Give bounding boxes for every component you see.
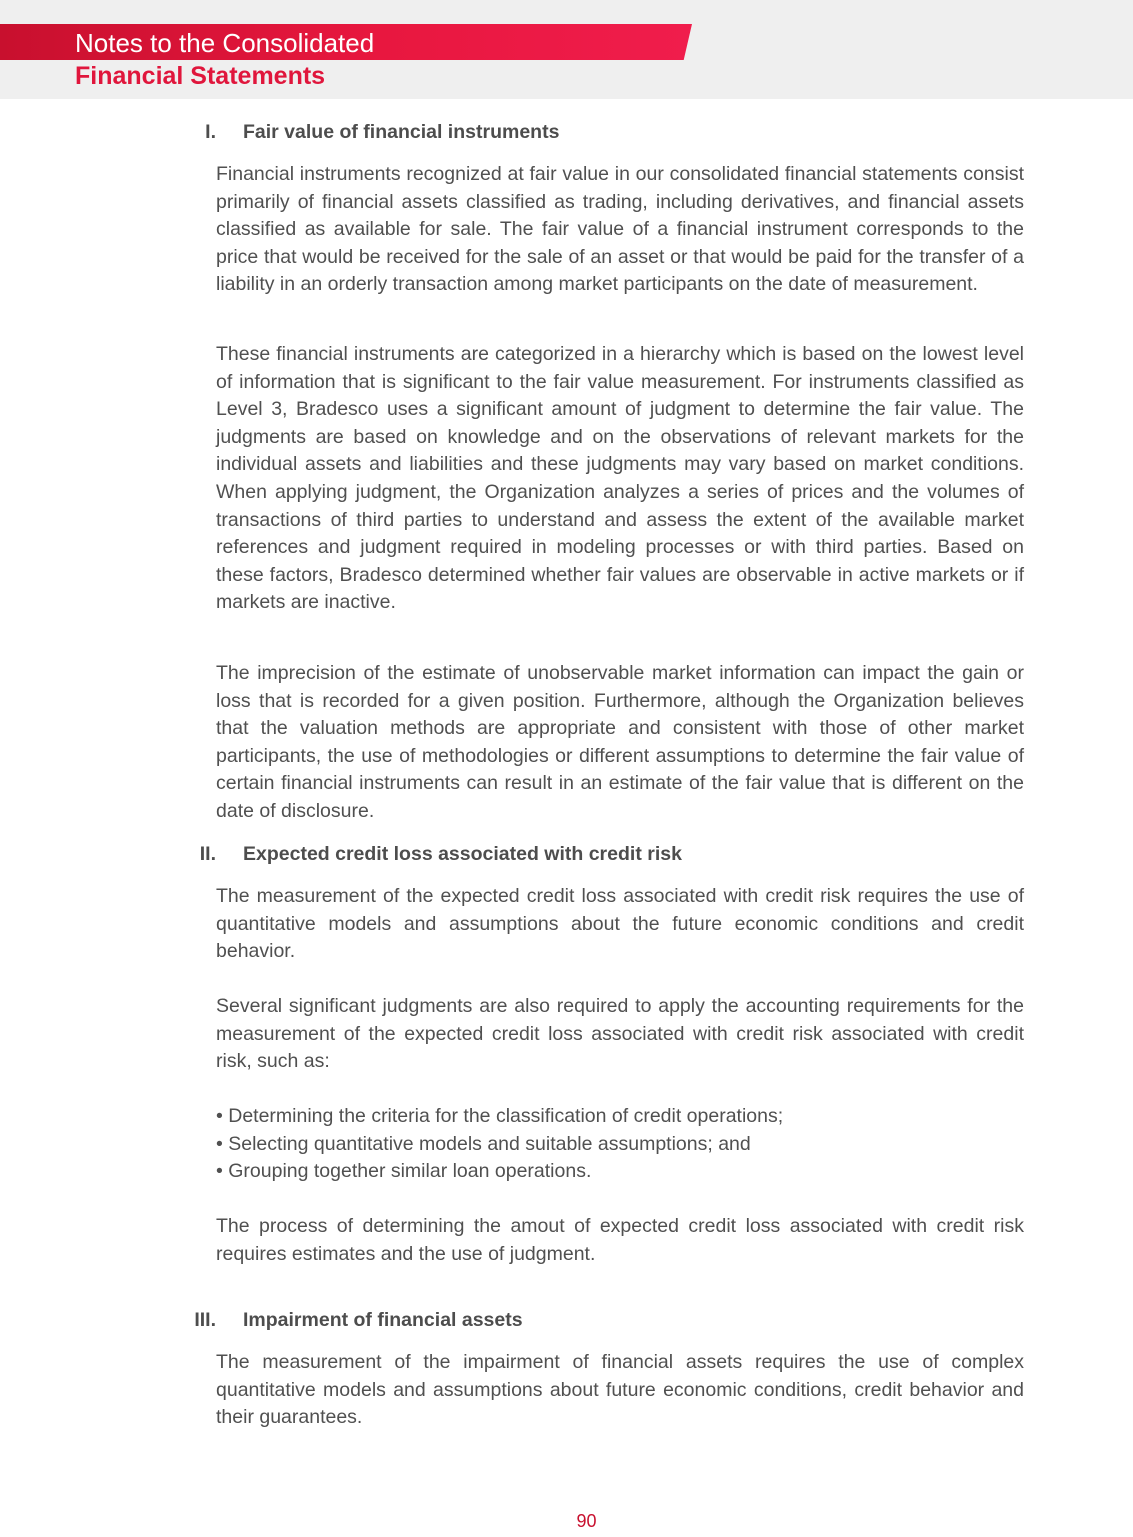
section-title: Fair value of financial instruments: [243, 121, 560, 143]
paragraph-fair-value-definition: Financial instruments recognized at fair value in our consolidated financial statements consist primarily of financial assets classified as trading, including derivatives, and financial assets classified as available for sale. The fair value of a financial instrument corresponds to the price that would be received for the sale of an asset or that would be paid for the transfer of a liability in an orderly transaction among market participants on the date of measurement.: [216, 163, 1024, 296]
paragraph-ecl-measurement: The measurement of the expected credit loss associated with credit risk requires the use of quantitative models and assumptions about the future economic conditions and credit behavior.: [216, 885, 1024, 963]
paragraph-ecl-process: The process of determining the amout of expected credit loss associated with credit risk requires estimates and the use of judgment.: [216, 1215, 1024, 1265]
list-item: • Grouping together similar loan operations.: [216, 1160, 592, 1183]
page-header: [0, 0, 1133, 99]
list-item: • Selecting quantitative models and suitable assumptions; and: [216, 1132, 751, 1155]
section-number: III.: [194, 1309, 216, 1331]
section-number: II.: [199, 843, 216, 865]
paragraph-fair-value-imprecision: The imprecision of the estimate of unobservable market information can impact the gain or loss that is recorded for a given position. Furthermore, although the Organization believes that the valuation methods are appropriate and consistent with those of other market participants, the use of methodologies or different assumptions to determine the fair value of certain financial instruments can result in an estimate of the fair value that is different on the date of disclosure.: [216, 662, 1024, 822]
section-heading-fair-value: [180, 120, 1000, 144]
page-number: 90: [576, 1511, 597, 1531]
section-title: Impairment of financial assets: [243, 1309, 523, 1331]
paragraph-fair-value-hierarchy: These financial instruments are categorized in a hierarchy which is based on the lowest level of information that is significant to the fair value measurement. For instruments classified as Level 3, Bradesco uses a significant amount of judgment to determine the fair value. The judgments are based on knowledge and on the observations of relevant markets for the individual assets and liabilities and these judgments may vary based on market conditions. When applying judgment, the Organization analyzes a series of prices and the volumes of transactions of third parties to understand and assess the extent of the available market references and judgment required in modeling processes or with third parties. Based on these factors, Bradesco determined whether fair values are observable in active markets or if markets are inactive.: [216, 343, 1024, 614]
paragraph-ecl-judgments: Several significant judgments are also required to apply the accounting requirements for the measurement of the expected credit loss associated with credit risk associated with credit risk, such as:: [216, 995, 1024, 1073]
section-number: I.: [205, 121, 216, 143]
paragraph-impairment-measurement: The measurement of the impairment of financial assets requires the use of complex quantitative models and assumptions about future economic conditions, credit behavior and their guarantees.: [216, 1351, 1024, 1429]
section-heading-expected-credit-loss: [180, 842, 1000, 866]
list-item: • Determining the criteria for the classification of credit operations;: [216, 1105, 784, 1127]
section-title: Expected credit loss associated with credit risk: [243, 843, 682, 865]
header-title-line2: Financial Statements: [75, 62, 326, 90]
header-title-line1: Notes to the Consolidated: [75, 28, 375, 58]
ecl-judgments-list: [216, 1103, 1024, 1186]
section-heading-impairment: [180, 1308, 1000, 1332]
